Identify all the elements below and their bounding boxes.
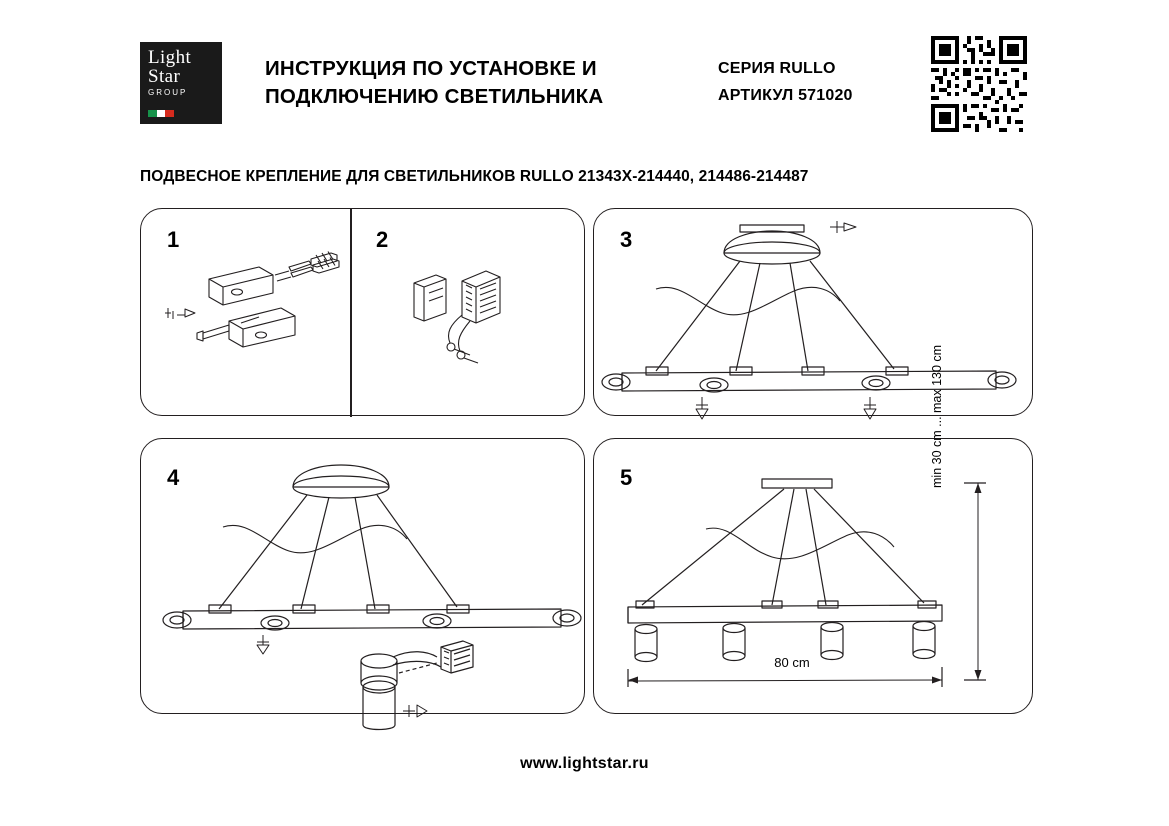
page-title-line-1: ИНСТРУКЦИЯ ПО УСТАНОВКЕ И — [265, 57, 597, 80]
canopy-with-bar-suspension-diagram — [594, 209, 1034, 417]
step-number-4: 4 — [167, 465, 180, 490]
page-header — [0, 0, 1169, 150]
brand-logo — [140, 42, 222, 124]
page-title-line-2: ПОДКЛЮЧЕНИЮ СВЕТИЛЬНИКА — [265, 85, 604, 108]
logo-word-light: Light — [148, 47, 192, 68]
logo-word-group: GROUP — [148, 88, 188, 97]
step-number-2: 2 — [376, 227, 389, 252]
terminal-block-wiring-diagram — [350, 209, 586, 417]
step-panel-5 — [593, 438, 1033, 714]
article-label: АРТИКУЛ 571020 — [718, 87, 853, 104]
step-number-5: 5 — [620, 465, 633, 490]
bracket-and-screws-diagram — [141, 209, 350, 417]
assembled-fixture-dimensions-diagram — [594, 439, 1034, 715]
step-panel-3 — [593, 208, 1033, 416]
bar-with-lamp-module-diagram — [141, 439, 586, 715]
step-panel-1-2 — [140, 208, 585, 416]
section-heading: ПОДВЕСНОЕ КРЕПЛЕНИЕ ДЛЯ СВЕТИЛЬНИКОВ RULLO 21343X-214440, 214486-214487 — [140, 168, 809, 185]
step-number-1: 1 — [167, 227, 180, 252]
page-title — [265, 55, 695, 111]
italy-flag-icon — [148, 110, 174, 117]
footer-website-link[interactable]: www.lightstar.ru — [520, 755, 649, 772]
width-dimension-label: 80 cm — [774, 655, 810, 670]
series-label: СЕРИЯ RULLO — [718, 60, 836, 77]
logo-word-star: Star — [148, 66, 181, 87]
qr-code-icon — [931, 36, 1027, 132]
product-info — [718, 55, 918, 109]
step-panel-4 — [140, 438, 585, 714]
height-dimension-label: min 30 cm ... max 130 cm — [930, 344, 944, 488]
step-number-3: 3 — [620, 227, 633, 252]
